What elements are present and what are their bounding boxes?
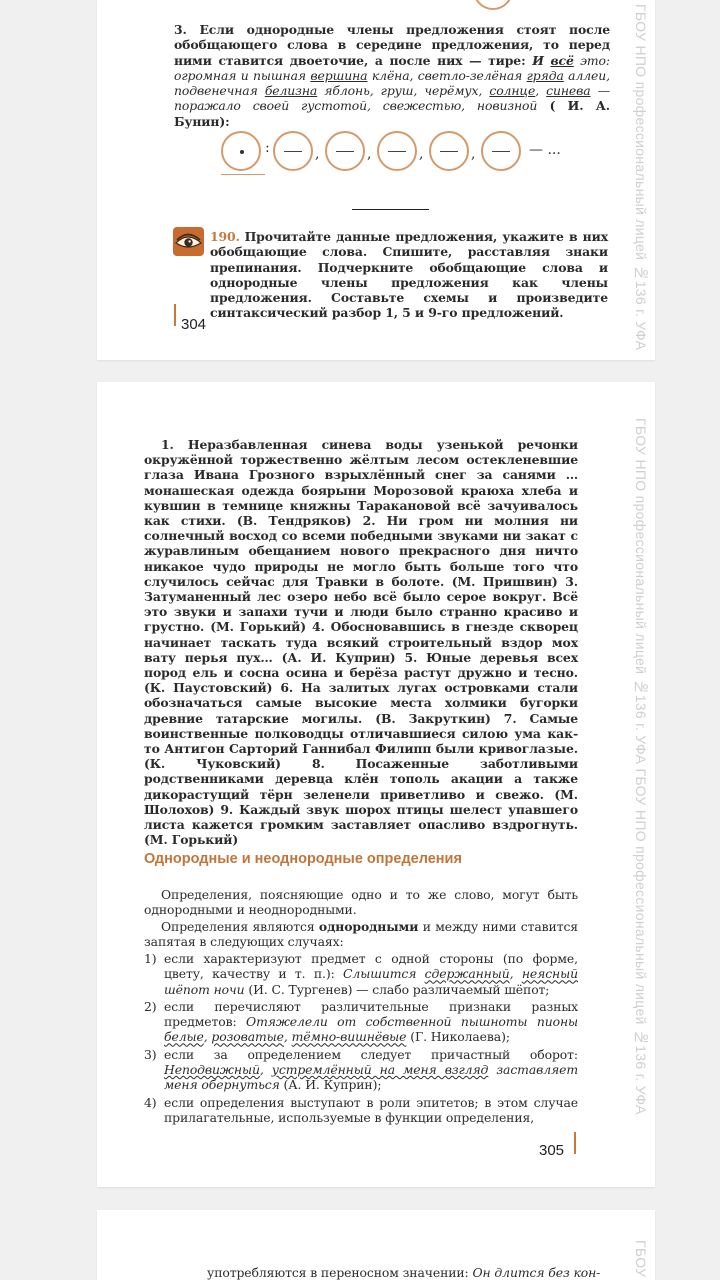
list-item: 2) если перечисляют различительные признаки разных предметов: Отяжелели от собственной пышноты пионы белые, розоватые, тёмно-вишнёвые (Г. Николаева); — [144, 998, 579, 1045]
scheme-comma: , — [315, 146, 320, 162]
list-item: 3) если за определением следует причастный оборот: Неподвижный, устремлённый на меня взгляд заставляет меня обернуться (А. И. Куприн); — [144, 1046, 578, 1093]
exercise-sentences: 1. Неразбавленная синева воды узенькой речонки окружённой торжественно жёлтым лесом остекленевшие глаза Ивана Грозного взрыхлённый снег за санями …монашеская одежда боярыни Морозовой краюха хлеба и кувшин в темнице княжны Таракановой всё зачуивалось как стихи. (В. Тендряков) 2. Ни гром ни молния ни солнечный восход со всеми победными звуками ни закат с журавлиным обещанием нового прекрасного дня ничто никакое чудо природы не могло быть больше того что случилось сейчас для Травки в болоте. (М. Пришвин) 3. Затуманенный лес озеро небо всё было серое вокруг. Всё это звуки и запахи тучи и люди было странно красиво и грустно. (М. Горький) 4. Обосновавшись в гнезде скворец начинает таскать туда всякий строительный вздор мох вату перья пух… (А. И. Куприн) 5. Юные деревья всех пород ель и сосна осина и берёза растут дружно и тесно. (К. Паустовский) 6. На залитых лугах островками стали обозначаться самые высокие места холмики бугорки древние татарские могилы. (В. Закруткин) 7. Самые воинственные полководцы отличавшиеся силою ума как-то Антигон Сарторий Ганнибал Филипп были кривоглазые. (К. Чуковский) 8. Посаженные заботливыми родственниками деревца клён тополь акации а также дикорастущий тёрн зеленели приветливо и свежо. (М. Шолохов) 9. Каждый звук шорох птицы шелест упавшего листа кажется громким заставляет опасливо вздрогнуть. (М. Горький) — [144, 437, 578, 848]
page-number: 305 — [539, 1142, 565, 1159]
member-circle-5 — [481, 131, 521, 171]
list-item: 4) если определения выступают в роли эпитетов; в этом случае прилагательные, используемые в функции определения, — [144, 1094, 578, 1125]
watermark: ГБОУ НПО профессиональный лицей №136 г. УФА — [633, 4, 649, 351]
watermark: ГБОУ НПО профессиональный лицей №136 г. УФА ГБОУ НПО профессиональный лицей №136 г. УФА — [633, 418, 649, 1115]
member-circle-1 — [273, 131, 313, 171]
scheme-top-circle — [473, 0, 513, 10]
scheme-underline — [221, 174, 265, 175]
rule-3-paragraph: 3. Если однородные члены предложения стоят после обобщающего слова в середине предложения, то перед ними ставится двоеточие, а после них — тире: И всё это: огромная и пышная вершина клёна, светло-зелёная гряда аллеи, подвенечная белизна яблонь, груш, черёмух, солнце, синева — поражало своей густотой, свежестью, новизной ( И. А. Бунин): — [174, 22, 610, 129]
page-number-bar — [574, 1132, 576, 1154]
scheme-comma: , — [471, 146, 476, 162]
continuation-line: употребляются в переносном значении: Он длится без кон- — [207, 1265, 601, 1280]
scheme-comma: , — [419, 146, 424, 162]
rule-list — [144, 951, 578, 1125]
scheme-colon: : — [265, 140, 270, 156]
exercise-190: 190. Прочитайте данные предложения, укажите в них обобщающие слова. Спишите, расставляя знаки препинания. Подчеркните обобщающие слова и однородные члены предложения как члены предложения. Составьте схемы и произведите синтаксический разбор 1, 5 и 9-го предложений. — [210, 229, 608, 321]
section-heading: Однородные и неоднородные определения — [144, 851, 462, 867]
page-number: 304 — [181, 316, 207, 333]
list-item: 1) если характеризуют предмет с одной стороны (по форме, цвету, качеству и т. п.): Слышится сдержанный, неясный шёпот ночи (И. С. Тургенев) — слабо различаемый шёпот; — [144, 951, 578, 997]
rule-paragraph: Определения являются однородными и между ними ставится запятая в следующих случаях: — [144, 919, 578, 950]
eye-icon — [173, 227, 204, 256]
page-304 — [97, 0, 655, 360]
member-circle-3 — [377, 131, 417, 171]
page-number-bar — [174, 304, 176, 326]
page-305 — [97, 382, 655, 1187]
member-circle-4 — [429, 131, 469, 171]
generalizing-word-circle — [221, 131, 261, 171]
scheme-comma: , — [367, 146, 372, 162]
section-divider — [352, 209, 429, 210]
watermark: ГБОУ — [633, 1240, 649, 1278]
scheme-tail: — ... — [529, 142, 561, 158]
page-306-partial — [97, 1210, 655, 1280]
member-circle-2 — [325, 131, 365, 171]
intro-paragraph: Определения, поясняющие одно и то же слово, могут быть однородными и неоднородными. — [144, 887, 578, 918]
